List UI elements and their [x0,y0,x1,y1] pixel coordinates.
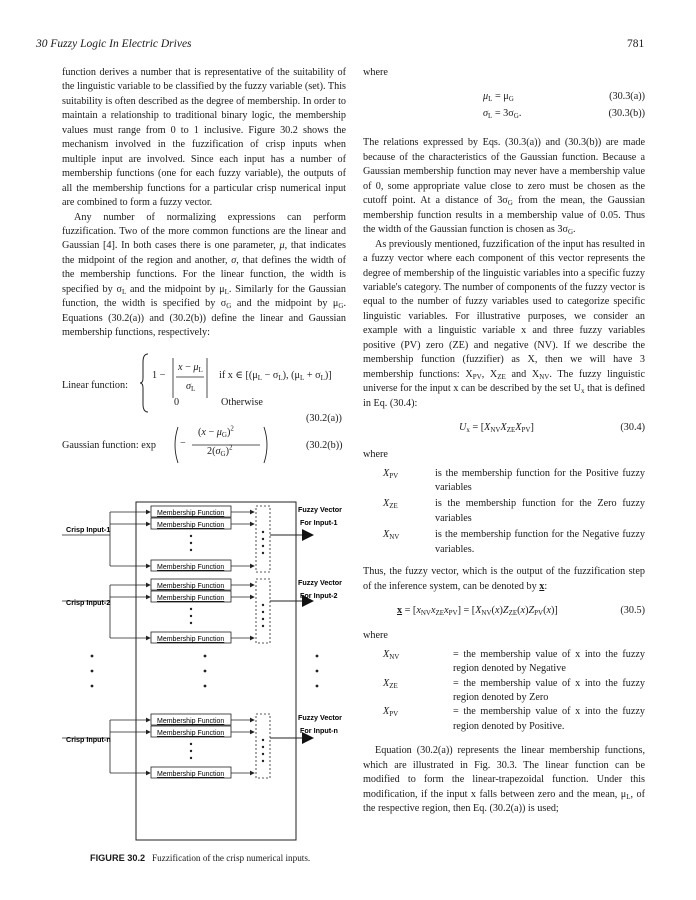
paragraph: Any number of normalizing expressions can perform fuzzification. Two of the more common functions are the linear and Gaussian [4]. In both cases there is one parameter, μ, that indicates the midpoint of the region and another, σ, that defines the width of the membership functions. For the linear function, the width is specified by $\sigma_L$ and the midpoint by $\mu_L$. Similarly for the Gaussian function, the width is specified by $\sigma_G$ and the midpoint by $\mu_G$. Equations (30.2(a)) and (30.2(b)) define the linear and Gaussian membership functions, respectively: [62,211,346,339]
vector-label: For Input-n [300,726,338,735]
mf-label: Membership Function [157,718,225,725]
linear-label: Linear function: [62,380,128,391]
figure-caption: FIGURE 30.2 Fuzzification of the crisp numerical inputs. [90,853,311,863]
definition-item: $X_{NV}$ = the membership value of x into the fuzzy region denoted by Negative [383,648,645,675]
input-label: Crisp Input-1 [66,525,111,534]
mf-label: Membership Function [157,583,225,590]
vector-label: Fuzzy Vector [298,505,342,514]
page-number: 781 [627,38,645,50]
mf-label: Membership Function [157,595,225,602]
definition-item: $X_{PV}$ is the membership function for the Positive fuzzy variables [383,467,645,493]
right-column [363,66,645,817]
equation-30-3a: $\mu_L = \mu_G$ (30.3(a)) [483,91,645,104]
gaussian-numerator: $(x - \mu_G)^2$ [198,424,234,439]
linear-numerator: $x - \mu_L$ [178,362,203,374]
paragraph: As previously mentioned, fuzzification of the input has resulted in a fuzzy vector where each component of this vector represents the degree of membership of the linguistic variables into a specific fuzzy variable's category. The number of components of the fuzzy vector is equal to the number of fuzzy variables used to categorize specific linguistic variables. For illustrative purposes, we consider an example with a linguistic variable x and three fuzzy variables positive (PV) zero (ZE) and negative (NV). If we describe the membership function (fuzzifier) as X, then we will have 3 membership functions: $X_{PV}$, $X_{ZE}$ and $X_{NV}$. The fuzzy linguistic universe for the input x can be described by the set $U_x$ that is defined in Eq. (30.4): [363,238,646,409]
gaussian-label: Gaussian function: exp [62,440,156,451]
equation-30-3b: $\sigma_L = 3\sigma_G$. (30.3(b)) [483,108,645,121]
linear-denominator: $\sigma_L$ [186,381,196,393]
running-head: 30 Fuzzy Logic In Electric Drives [36,38,192,50]
linear-condition: if x ∈ [$(\mu_L - \sigma_L)$, $(\mu_L + \sigma_L)$] [219,370,332,382]
mf-label: Membership Function [157,510,225,517]
definition-item: $X_{NV}$ is the membership function for the Negative fuzzy variables. [383,529,645,555]
input-label: Crisp Input-n [66,735,111,744]
mf-label: Membership Function [157,771,225,778]
mf-label: Membership Function [157,564,225,571]
linear-otherwise: Otherwise [221,397,263,408]
vector-label: Fuzzy Vector [298,713,342,722]
equation-30-4: $U_x = [X_{NV}X_{ZE}X_{PV}]$ (30.4) [459,422,645,435]
equation-number: (30.2(b)) [306,440,343,451]
definition-item: $X_{ZE}$ = the membership value of x into the fuzzy region denoted by Zero [383,677,645,703]
left-column [62,66,346,341]
linear-zero: 0 [174,397,180,408]
vector-label: Fuzzy Vector [298,578,342,587]
where-label: where [363,630,388,642]
input-label: Crisp Input-2 [66,598,111,607]
equation-30-5: $x = [x_{NV}x_{ZE}x_{PV}] = [X_{NV}(x)Z_{ZE}(x)Z_{PV}(x)]$ (30.5) [397,605,645,618]
paragraph: The relations expressed by Eqs. (30.3(a)) and (30.3(b)) are made because of the characteristics of the Gaussian function. Because a Gaussian membership function may never have a membership value of 0, some appropriate value close to zero must be chosen as the cutoff point. At a distance of $3\sigma_G$ from the mean, the Gaussian membership function results in a membership value of 0.05. Thus the width of the Gaussian function is chosen as $3\sigma_G$. [363,137,645,237]
vector-label: For Input-1 [300,518,338,527]
gaussian-denominator: $2(\sigma_G)^2$ [207,443,233,458]
definition-item: $X_{ZE}$ is the membership function for the Zero fuzzy variables [383,498,645,524]
mf-label: Membership Function [157,730,225,737]
definition-item: $X_{PV}$ = the membership value of x into the fuzzy region denoted by Positive. [383,706,645,732]
vector-label: For Input-2 [300,591,338,600]
mf-label: Membership Function [157,522,225,529]
gaussian-minus: − [180,438,186,449]
where-label: where [363,449,388,461]
equation-number: (30.2(a)) [306,413,342,424]
definition-list [363,648,645,735]
definition-list [363,467,645,558]
paragraph: Thus, the fuzzy vector, which is the output of the fuzzification step of the inference system, can be denoted by x: [363,566,645,592]
fuzzification-diagram [62,496,352,848]
linear-one: 1 − [152,370,166,381]
paragraph: function derives a number that is representative of the suitability of the linguistic variable to be classified by the fuzzy variable (set). This suitability is often described as the degree of membership. In order to maintain a relationship to traditional binary logic, the membership values must range from 0 to 1 inclusive. Figure 30.2 shows the mechanism involved in the fuzzification of crisp inputs when multiple input are involved. Since each input has a number of membership functions (one for each fuzzy variable), the outputs of all the membership functions for a particular crisp numerical input are combined to form a fuzzy vector. [62,67,346,209]
where-label: where [363,67,388,78]
paragraph: Equation (30.2(a)) represents the linear membership functions, which are illustrated in Fig. 30.3. The linear function can be modified to form the linear-trapezoidal function. Under this modification, if the input x falls between zero and the mean, $\mu_L$, of the respective region, then Eq. (30.2(a)) is used; [363,745,645,815]
mf-label: Membership Function [157,636,225,643]
